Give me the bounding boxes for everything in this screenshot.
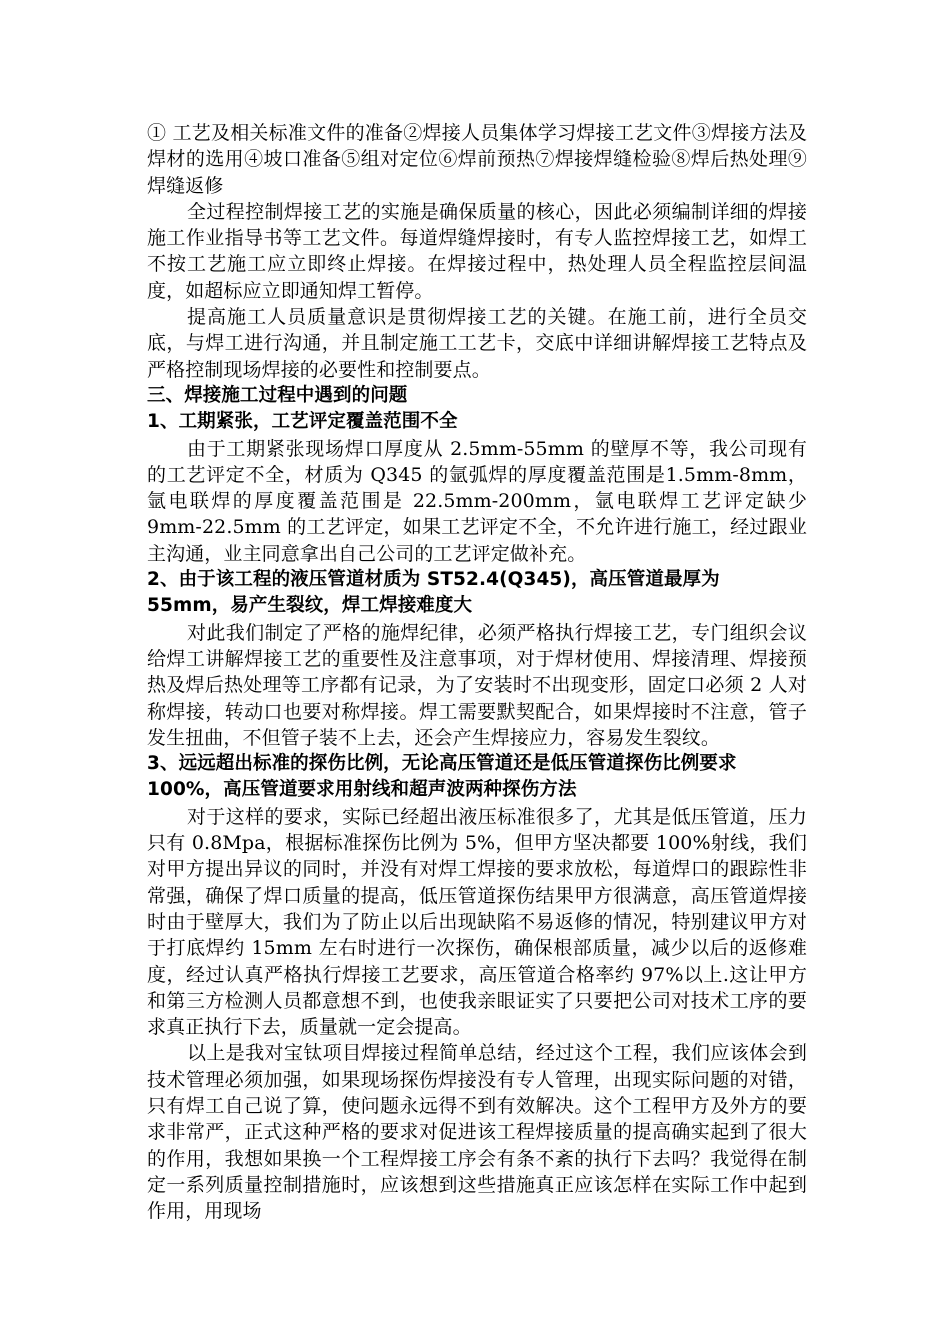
- quality-awareness-paragraph: 提高施工人员质量意识是贯彻焊接工艺的关键。在施工前，进行全员交底，与焊工进行沟通，并且制定施工工艺卡，交底中详细讲解焊接工艺特点及严格控制现场焊接的必要性和控制要点。: [147, 306, 807, 381]
- section-title: 三、焊接施工过程中遇到的问题: [147, 384, 408, 406]
- problem-heading-1: 1、工期紧张，工艺评定覆盖范围不全: [147, 411, 458, 433]
- problem-heading-2: 2、由于该工程的液压管道材质为 ST52.4(Q345)，高压管道最厚为 55mm，易产生裂纹，焊工焊接难度大: [147, 569, 720, 617]
- document-page: [147, 120, 807, 1224]
- process-control-paragraph: 全过程控制焊接工艺的实施是确保质量的核心，因此必须编制详细的焊接施工作业指导书等工艺文件。每道焊缝焊接时，有专人监控焊接工艺，如焊工不按工艺施工应立即终止焊接。在焊接过程中，热处理人员全程监控层间温度，如超标应立即通知焊工暂停。: [147, 200, 807, 302]
- summary-paragraph: 以上是我对宝钛项目焊接过程简单总结，经过这个工程，我们应该体会到技术管理必须加强，如果现场探伤焊接没有专人管理，出现实际问题的对错，只有焊工自己说了算，使问题永远得不到有效解决。这个工程甲方及外方的要求非常严，正式这种严格的要求对促进该工程焊接质量的提高确实起到了很大的作用，我想如果换一个工程焊接工序会有条不紊的执行下去吗？我觉得在制定一系列质量控制措施时，应该想到这些措施真正应该怎样在实际工作中起到作用，用现场: [147, 1042, 807, 1223]
- problem-paragraph-1: 由于工期紧张现场焊口厚度从 2.5mm-55mm 的壁厚不等，我公司现有的工艺评定不全，材质为 Q345 的氩弧焊的厚度覆盖范围是1.5mm-8mm，氩电联焊的厚度覆盖范围是 22.5mm-200mm，氩电联焊工艺评定缺少 9mm-22.5mm 的工艺评定，如果工艺评定不全，不允许进行施工，经过跟业主沟通，业主同意拿出自己公司的工艺评定做补充。: [147, 437, 807, 565]
- problem-paragraph-3: 对于这样的要求，实际已经超出液压标准很多了，尤其是低压管道，压力只有 0.8Mpa，根据标准探伤比例为 5%，但甲方坚决都要 100%射线，我们对甲方提出异议的同时，并没有对焊工焊接的要求放松，每道焊口的跟踪性非常强，确保了焊口质量的提高，低压管道探伤结果甲方很满意，高压管道焊接时由于壁厚大，我们为了防止以后出现缺陷不易返修的情况，特别建议甲方对于打底焊约 15mm 左右时进行一次探伤，确保根部质量，减少以后的返修难度，经过认真严格执行焊接工艺要求，高压管道合格率约 97%以上.这让甲方和第三方检测人员都意想不到，也使我亲眼证实了只要把公司对技术工序的要求真正执行下去，质量就一定会提高。: [147, 805, 807, 1039]
- process-steps-paragraph: ① 工艺及相关标准文件的准备②焊接人员集体学习焊接工艺文件③焊接方法及焊材的选用④坡口准备⑤组对定位⑥焊前预热⑦焊接焊缝检验⑧焊后热处理⑨焊缝返修: [147, 122, 807, 197]
- problem-heading-3: 3、远远超出标准的探伤比例，无论高压管道还是低压管道探伤比例要求 100%，高压管道要求用射线和超声波两种探伤方法: [147, 753, 737, 801]
- problem-paragraph-2: 对此我们制定了严格的施焊纪律，必须严格执行焊接工艺，专门组织会议给焊工讲解焊接工艺的重要性及注意事项，对于焊材使用、焊接清理、焊接预热及焊后热处理等工序都有记录，为了安装时不出现变形，固定口必须 2 人对称焊接，转动口也要对称焊接。焊工需要默契配合，如果焊接时不注意，管子发生扭曲，不但管子装不上去，还会产生焊接应力，容易发生裂纹。: [147, 621, 807, 749]
